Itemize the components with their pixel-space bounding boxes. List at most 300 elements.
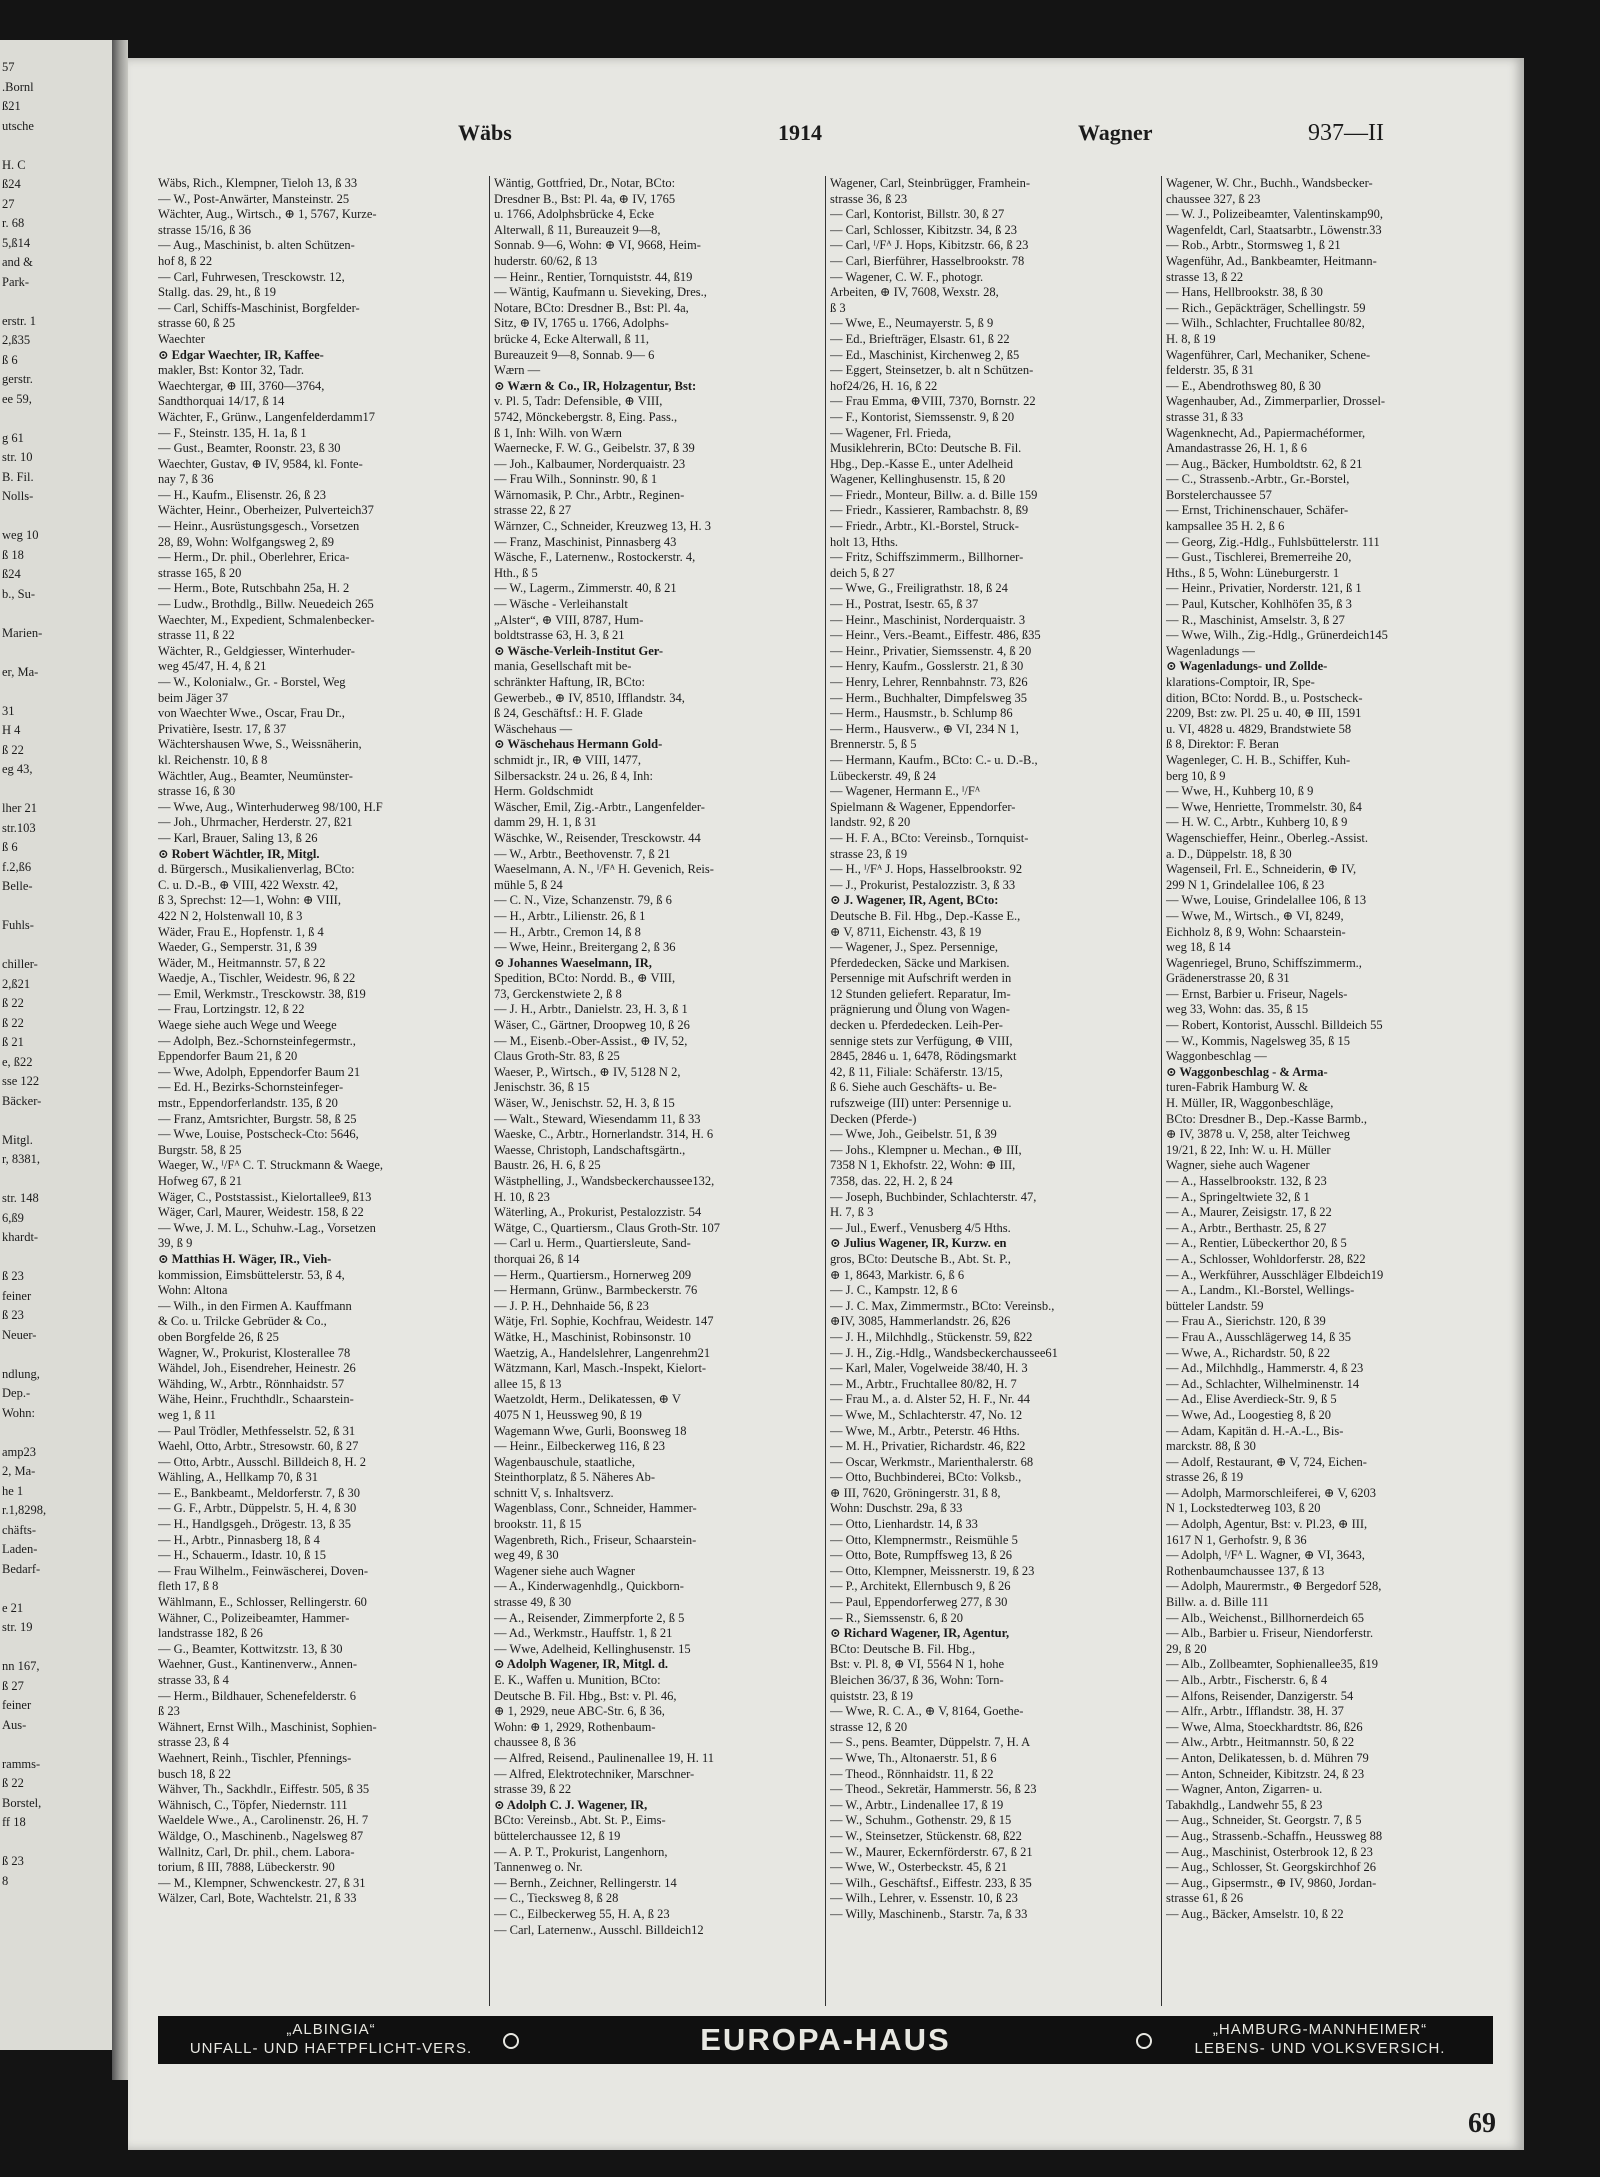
- directory-entry-line: — Wäsche - Verleihanstalt: [494, 597, 628, 612]
- directory-entry-line: — H., Kaufm., Elisenstr. 26, ß 23: [158, 487, 327, 502]
- directory-entry-line: — Alfons, Reisender, Danzigerstr. 54: [1166, 1688, 1354, 1703]
- previous-page-line: ß 22: [2, 1015, 24, 1030]
- directory-entry-line: — Ed., Briefträger, Elsastr. 61, ß 22: [830, 331, 1010, 346]
- directory-entry-line: Silbersackstr. 24 u. 26, ß 4, Inh:: [494, 768, 654, 783]
- directory-entry-line: Alterwall, ß 11, Bureauzeit 9—8,: [494, 222, 661, 237]
- previous-page-line: Bäcker-: [2, 1093, 42, 1108]
- directory-entry-line: — Theod., Rönnhaidstr. 11, ß 22: [830, 1766, 994, 1781]
- directory-entry-line: schränkter Haftung, IR, BCto:: [494, 675, 646, 689]
- directory-entry-line: mühle 5, ß 24: [494, 877, 563, 892]
- directory-entry-line: Billw. a. d. Bille 111: [1166, 1595, 1269, 1610]
- directory-entry-line: Wächter, R., Geldgiesser, Winterhuder-: [158, 643, 355, 658]
- previous-page-line: Wohn:: [2, 1405, 36, 1420]
- directory-entry-line: — A., Arbtr., Berthastr. 25, ß 27: [1166, 1220, 1327, 1235]
- directory-entry-line: — G. F., Arbtr., Düppelstr. 5, H. 4, ß 30: [158, 1501, 357, 1516]
- directory-entry-line: — Wwe, M., Wirtsch., ⊕ VI, 8249,: [1166, 908, 1344, 923]
- directory-entry-line: Lübeckerstr. 49, ß 24: [830, 768, 936, 783]
- directory-entry-line: Wätzmann, Karl, Masch.-Inspekt, Kielort-: [494, 1361, 707, 1376]
- previous-page-line: Fuhls-: [2, 918, 34, 932]
- directory-entry-line: — Herm., Dr. phil., Oberlehrer, Erica-: [158, 550, 350, 565]
- directory-entry-line: Sonnab. 9—6, Wohn: ⊕ VI, 9668, Heim-: [494, 238, 701, 253]
- directory-entry-line: Wäntig, Gottfried, Dr., Notar, BCto:: [494, 176, 676, 190]
- directory-entry-line: d. Bürgersch., Musikalienverlag, BCto:: [158, 862, 355, 877]
- directory-entry-line: — Wwe, Aug., Winterhuderweg 98/100, H.F: [158, 799, 383, 814]
- directory-entry-line: — Herm., Buchhalter, Dimpfelsweg 35: [830, 690, 1028, 705]
- directory-entry-line: — H., Arbtr., Pinnasberg 18, ß 4: [158, 1532, 320, 1547]
- directory-entry-line: — M., Eisenb.-Ober-Assist., ⊕ IV, 52,: [494, 1033, 688, 1048]
- directory-entry-line: — A., Maurer, Zeisigstr. 17, ß 22: [1166, 1205, 1332, 1220]
- directory-entry-line: — Frau A., Ausschlägerweg 14, ß 35: [1166, 1329, 1352, 1344]
- directory-entry-line: — J. P. H., Dehnhaide 56, ß 23: [494, 1298, 649, 1313]
- directory-entry-line: ⊙ Adolph C. J. Wagener, IR,: [494, 1797, 648, 1812]
- directory-entry-line: Wähding, W., Arbtr., Rönnhaidstr. 57: [158, 1376, 345, 1391]
- previous-page-line: chiller-: [2, 957, 38, 971]
- directory-entry-line: makler, Bst: Kontor 32, Tadr.: [158, 363, 304, 378]
- directory-entry-line: — Heinr., Maschinist, Norderquaistr. 3: [830, 612, 1026, 627]
- directory-entry-line: 42, ß 11, Filiale: Schäferstr. 13/15,: [830, 1064, 1003, 1079]
- previous-page-line: ß 22: [2, 742, 24, 757]
- directory-entry-line: — Ad., Elise Averdieck-Str. 9, ß 5: [1166, 1392, 1337, 1407]
- circle-ornament-icon: [1136, 2033, 1152, 2049]
- header-left-keyword: Wäbs: [458, 120, 512, 145]
- directory-entry-line: „Alster“, ⊕ VIII, 8787, Hum-: [494, 612, 644, 627]
- directory-entry-line: — Alw., Arbtr., Heitmannstr. 50, ß 22: [1166, 1735, 1355, 1750]
- directory-entry-line: — W. J., Polizeibeamter, Valentinskamp90,: [1166, 207, 1383, 222]
- directory-entry-line: strasse 22, ß 27: [494, 503, 572, 518]
- directory-entry-line: büttelerchaussee 12, ß 19: [494, 1828, 621, 1843]
- directory-entry-line: — Hermann, Grünw., Barmbeckerstr. 76: [494, 1283, 698, 1298]
- directory-entry-line: 1617 N 1, Gerhofstr. 9, ß 36: [1166, 1532, 1307, 1547]
- directory-entry-line: — W., Kommis, Nagelsweg 35, ß 15: [1166, 1033, 1351, 1048]
- advertisement-banner: [158, 2016, 1493, 2064]
- directory-entry-line: — Walt., Steward, Wiesendamm 11, ß 33: [494, 1111, 701, 1126]
- directory-entry-line: quiststr. 23, ß 19: [830, 1688, 913, 1703]
- directory-entry-line: strasse 49, ß 30: [494, 1595, 572, 1610]
- directory-entry-line: Wästphelling, J., Wandsbeckerchaussee132,: [494, 1174, 715, 1188]
- directory-entry-line: — Wwe, Wilh., Zig.-Hdlg., Grünerdeich145: [1166, 628, 1388, 643]
- directory-entry-line: — Herm., Hausverw., ⊕ VI, 234 N 1,: [830, 721, 1019, 736]
- previous-page-line: he 1: [2, 1483, 24, 1498]
- directory-entry-line: — Wwe, Heinr., Breitergang 2, ß 36: [494, 940, 676, 955]
- directory-entry-line: — Carl u. Herm., Quartiersleute, Sand-: [494, 1236, 691, 1251]
- directory-entry-line: 4075 N 1, Heussweg 90, ß 19: [494, 1407, 642, 1422]
- directory-entry-line: Dresdner B., Bst: Pl. 4a, ⊕ IV, 1765: [494, 191, 676, 206]
- directory-entry-line: — Joh., Kalbaumer, Norderquaistr. 23: [494, 456, 686, 471]
- directory-entry-line: — Anton, Schneider, Kibitzstr. 24, ß 23: [1166, 1766, 1365, 1781]
- directory-entry-line: chaussee 8, ß 36: [494, 1735, 576, 1750]
- previous-page-line: 2,ß35: [2, 333, 31, 347]
- directory-entry-line: Bleichen 36/37, ß 36, Wohn: Torn-: [830, 1673, 1004, 1687]
- directory-entry-line: H. 10, ß 23: [494, 1189, 550, 1204]
- directory-entry-line: — Robert, Kontorist, Ausschl. Billdeich 55: [1166, 1018, 1383, 1033]
- directory-entry-line: Waeldele Wwe., A., Carolinenstr. 26, H. 7: [158, 1813, 369, 1828]
- directory-entry-line: — Aug., Gipsermstr., ⊕ IV, 9860, Jordan-: [1166, 1875, 1377, 1890]
- directory-entry-line: — Franz, Amtsrichter, Burgstr. 58, ß 25: [158, 1111, 357, 1126]
- directory-entry-line: ⊙ Robert Wächtler, IR, Mitgl.: [158, 846, 320, 861]
- previous-page-line: erstr. 1: [2, 313, 37, 328]
- directory-entry-line: schnitt V, s. Inhaltsverz.: [494, 1485, 614, 1500]
- directory-entry-line: — Ernst, Trichinenschauer, Schäfer-: [1166, 503, 1349, 518]
- directory-entry-line: Eppendorfer Baum 21, ß 20: [158, 1049, 298, 1064]
- directory-entry-line: nay 7, ß 36: [158, 472, 214, 487]
- directory-entry-line: Brennerstr. 5, ß 5: [830, 737, 917, 752]
- directory-entry-line: Waernecke, F. W. G., Geibelstr. 37, ß 39: [494, 441, 695, 456]
- directory-entry-line: BCto: Dresdner B., Dep.-Kasse Barmb.,: [1166, 1111, 1368, 1126]
- directory-entry-line: N 1, Lockstedterweg 103, ß 20: [1166, 1501, 1321, 1516]
- directory-entry-line: — H., ᴵ/Fᴬ J. Hops, Hasselbrookstr. 92: [830, 862, 1023, 877]
- directory-entry-line: BCto: Deutsche B. Fil. Hbg.,: [830, 1641, 976, 1656]
- directory-entry-line: Waechter, Gustav, ⊕ IV, 9584, kl. Fonte-: [158, 456, 363, 471]
- previous-page-line: Borstel,: [2, 1795, 42, 1810]
- directory-entry-line: marckstr. 88, ß 30: [1166, 1439, 1256, 1454]
- previous-page-line: ramms-: [2, 1756, 41, 1771]
- directory-entry-line: Hofweg 67, ß 21: [158, 1174, 243, 1188]
- directory-entry-line: — Wagener, C. W. F., photogr.: [830, 269, 984, 284]
- directory-entry-line: — Frau Wilh., Sonninstr. 90, ß 1: [494, 472, 658, 487]
- banner-center-title: EUROPA-HAUS: [700, 2022, 951, 2057]
- directory-entry-line: — Ernst, Barbier u. Friseur, Nagels-: [1166, 986, 1348, 1001]
- previous-page-line: Marien-: [2, 625, 43, 640]
- directory-entry-line: — Otto, Klempnermstr., Reismühle 5: [830, 1532, 1018, 1547]
- directory-entry-line: — C., Strassenb.-Arbtr., Gr.-Borstel,: [1166, 472, 1350, 487]
- previous-page-line: and &: [2, 255, 33, 269]
- previous-page-line: nn 167,: [2, 1659, 40, 1673]
- directory-entry-line: Wagenriegel, Bruno, Schiffszimmerm.,: [1166, 955, 1362, 970]
- directory-entry-line: ß 23: [158, 1704, 180, 1719]
- previous-page-line: ß24: [2, 177, 21, 191]
- directory-entry-line: — Carl, Bierführer, Hasselbrookstr. 78: [830, 253, 1025, 268]
- directory-entry-line: Wagener, Kellinghusenstr. 15, ß 20: [830, 472, 1006, 487]
- directory-entry-line: Waeser, P., Wirtsch., ⊕ IV, 5128 N 2,: [494, 1064, 681, 1079]
- previous-page-line: H 4: [2, 723, 21, 737]
- directory-entry-line: bütteler Landstr. 59: [1166, 1298, 1264, 1313]
- directory-entry-line: — Aug., Strassenb.-Schaffn., Heussweg 88: [1166, 1828, 1383, 1843]
- directory-entry-line: Decken (Pferde-): [830, 1111, 917, 1126]
- directory-entry-line: — E., Bankbeamt., Meldorferstr. 7, ß 30: [158, 1485, 361, 1500]
- directory-entry-line: Burgstr. 58, ß 25: [158, 1142, 242, 1157]
- directory-entry-line: — M. H., Privatier, Richardstr. 46, ß22: [830, 1439, 1026, 1454]
- directory-entry-line: 422 N 2, Holstenwall 10, ß 3: [158, 908, 303, 923]
- directory-entry-line: u. VI, 4828 u. 4829, Brandstwiete 58: [1166, 721, 1352, 736]
- directory-entry-line: 7358 N 1, Ekhofstr. 22, Wohn: ⊕ III,: [830, 1158, 1016, 1173]
- directory-entry-line: Wagenführer, Carl, Mechaniker, Schene-: [1166, 347, 1371, 362]
- directory-entry-line: Wähling, A., Hellkamp 70, ß 31: [158, 1470, 319, 1485]
- previous-page-line: Nolls-: [2, 489, 34, 503]
- directory-entry-line: Eichholz 8, ß 9, Wohn: Schaarstein-: [1166, 924, 1346, 939]
- directory-entry-line: Wähner, C., Polizeibeamter, Hammer-: [158, 1610, 350, 1625]
- directory-entry-line: — Alb., Barbier u. Friseur, Niendorferstr.: [1166, 1626, 1374, 1641]
- directory-entry-line: allee 15, ß 13: [494, 1376, 562, 1391]
- directory-entry-line: — Emil, Werkmstr., Tresckowstr. 38, ß19: [158, 986, 366, 1001]
- directory-entry-line: strasse 36, ß 23: [830, 191, 908, 206]
- directory-entry-line: — Wwe, Adolph, Eppendorfer Baum 21: [158, 1064, 361, 1079]
- directory-entry-line: — Carl, Laternenw., Ausschl. Billdeich12: [494, 1922, 704, 1937]
- directory-entry-line: — Aug., Bäcker, Amselstr. 10, ß 22: [1166, 1906, 1344, 1921]
- directory-entry-line: weg 33, Wohn: das. 35, ß 15: [1166, 1002, 1309, 1017]
- directory-entry-line: Wagenseil, Frl. E., Schneiderin, ⊕ IV,: [1166, 862, 1357, 877]
- directory-entry-line: — Carl, Schlosser, Kibitzstr. 34, ß 23: [830, 222, 1017, 237]
- directory-entry-line: — Ad., Werkmstr., Hauffstr. 1, ß 21: [494, 1626, 673, 1641]
- directory-entry-line: Sitz, ⊕ IV, 1765 u. 1766, Adolphs-: [494, 316, 669, 331]
- directory-entry-line: Wagenblass, Conr., Schneider, Hammer-: [494, 1501, 697, 1516]
- directory-entry-line: H. 7, ß 3: [830, 1205, 874, 1220]
- directory-entry-line: — A. P. T., Prokurist, Langenhorn,: [494, 1844, 668, 1859]
- previous-page-line: 57: [2, 60, 15, 74]
- directory-entry-line: 2845, 2846 u. 1, 6478, Rödingsmarkt: [830, 1049, 1017, 1064]
- directory-entry-line: 28, ß9, Wohn: Wolfgangsweg 2, ß9: [158, 534, 334, 549]
- directory-entry-line: — M., Arbtr., Fruchtallee 80/82, H. 7: [830, 1376, 1017, 1391]
- directory-entry-line: ⊕ V, 8711, Eichenstr. 43, ß 19: [830, 924, 982, 939]
- previous-page-line: ß 23: [2, 1854, 24, 1868]
- directory-entry-line: Waeselmann, A. N., ᴵ/Fᴬ H. Gevenich, Reis-: [494, 862, 714, 877]
- directory-entry-line: turen-Fabrik Hamburg W. &: [1166, 1080, 1309, 1095]
- directory-entry-line: — Otto, Bote, Rumpffsweg 13, ß 26: [830, 1548, 1013, 1563]
- directory-entry-line: Waechtergar, ⊕ III, 3760—3764,: [158, 378, 325, 393]
- directory-entry-line: ⊙ Edgar Waechter, IR, Kaffee-: [158, 347, 324, 362]
- directory-entry-line: kommission, Eimsbüttelerstr. 53, ß 4,: [158, 1267, 345, 1282]
- directory-entry-line: mania, Gesellschaft mit be-: [494, 659, 632, 674]
- directory-entry-line: Wohn: ⊕ 1, 2929, Rothenbaum-: [494, 1719, 656, 1734]
- previous-page-line: 6,ß9: [2, 1210, 24, 1225]
- directory-entry-line: — Herm., Bote, Rutschbahn 25a, H. 2: [158, 581, 350, 596]
- directory-entry-line: — Paul Trödler, Methfesselstr. 52, ß 31: [158, 1423, 356, 1438]
- directory-entry-line: — Paul, Eppendorferweg 277, ß 30: [830, 1595, 1008, 1610]
- directory-entry-line: Wäder, Frau E., Hopfenstr. 1, ß 4: [158, 924, 324, 939]
- directory-entry-line: Baustr. 26, H. 6, ß 25: [494, 1158, 601, 1173]
- directory-entry-line: — Friedr., Monteur, Billw. a. d. Bille 159: [830, 487, 1038, 502]
- column-2: [494, 176, 819, 2036]
- directory-entry-line: Hbg., Dep.-Kasse E., unter Adelheid: [830, 456, 1013, 471]
- column-divider: [825, 176, 826, 2006]
- directory-entry-line: weg 18, ß 14: [1166, 940, 1231, 955]
- directory-entry-line: Waehner, Gust., Kantinenverw., Annen-: [158, 1657, 358, 1672]
- directory-entry-line: — Frau Wilhelm., Feinwäscherei, Doven-: [158, 1563, 368, 1578]
- directory-entry-line: — Wwe, Alma, Stoeckhardtstr. 86, ß26: [1166, 1719, 1363, 1734]
- previous-page-line: 27: [2, 196, 15, 211]
- page-header: [128, 120, 1524, 154]
- directory-entry-line: — J., Prokurist, Pestalozzistr. 3, ß 33: [830, 877, 1016, 892]
- header-year: 1914: [778, 120, 822, 145]
- directory-entry-line: — Alb., Arbtr., Fischerstr. 6, ß 4: [1166, 1673, 1328, 1687]
- previous-page-line: sse 122: [2, 1074, 40, 1088]
- directory-entry-line: — Bernh., Zeichner, Rellingerstr. 14: [494, 1875, 677, 1890]
- directory-entry-line: Wächter, Aug., Wirtsch., ⊕ 1, 5767, Kurze-: [158, 207, 377, 222]
- directory-entry-line: — A., Rentier, Lübeckerthor 20, ß 5: [1166, 1236, 1347, 1251]
- directory-entry-line: Wagenschieffer, Heinr., Oberleg.-Assist.: [1166, 830, 1369, 845]
- directory-entry-line: — Gust., Beamter, Roonstr. 23, ß 30: [158, 441, 341, 456]
- previous-page-line: H. C: [2, 157, 26, 172]
- directory-entry-line: — Rich., Gepäckträger, Schellingstr. 59: [1166, 300, 1366, 315]
- directory-entry-line: — Heinr., Eilbeckerweg 116, ß 23: [494, 1439, 666, 1454]
- directory-entry-line: — Hermann, Kaufm., BCto: C.- u. D.-B.,: [830, 752, 1038, 767]
- book-gutter: [112, 40, 128, 2080]
- directory-entry-line: — Willy, Maschinenb., Starstr. 7a, ß 33: [830, 1906, 1028, 1921]
- directory-entry-line: Waeske, C., Arbtr., Hornerlandstr. 314, H. 6: [494, 1127, 714, 1142]
- directory-entry-line: weg 49, ß 30: [494, 1548, 559, 1563]
- banner-right: [1155, 2020, 1485, 2058]
- directory-entry-line: — A., Schlosser, Wohldorferstr. 28, ß22: [1166, 1251, 1366, 1266]
- directory-entry-line: Wallnitz, Carl, Dr. phil., chem. Labora-: [158, 1844, 355, 1859]
- column-3: [830, 176, 1155, 2036]
- banner-right-title: „HAMBURG-MANNHEIMER“: [1212, 2021, 1428, 2038]
- directory-entry-line: huderstr. 60/62, ß 13: [494, 253, 598, 268]
- directory-entry-line: Wagenhauber, Ad., Zimmerparlier, Drossel-: [1166, 394, 1386, 409]
- directory-entry-line: — Anton, Delikatessen, b. d. Mühren 79: [1166, 1750, 1369, 1765]
- directory-entry-line: — Paul, Kutscher, Kohlhöfen 35, ß 3: [1166, 597, 1352, 612]
- directory-entry-line: Wächter, F., Grünw., Langenfelderdamm17: [158, 409, 376, 424]
- directory-entry-line: 19/21, ß 22, Inh: W. u. H. Müller: [1166, 1142, 1331, 1157]
- directory-entry-line: hof24/26, H. 16, ß 22: [830, 378, 938, 393]
- directory-entry-line: 12 Stunden geliefert. Reparatur, Im-: [830, 986, 1011, 1001]
- directory-entry-line: Waechter, M., Expedient, Schmalenbecker-: [158, 612, 375, 627]
- previous-page-line: str. 148: [2, 1191, 39, 1205]
- directory-entry-line: — Herm., Hausmstr., b. Schlump 86: [830, 706, 1013, 721]
- directory-entry-line: — Wagner, Anton, Zigarren- u.: [1166, 1782, 1323, 1797]
- previous-page-line: feiner: [2, 1288, 32, 1303]
- directory-entry-line: — Johs., Klempner u. Mechan., ⊕ III,: [830, 1142, 1022, 1157]
- column-4: [1166, 176, 1491, 2036]
- directory-entry-line: — Joh., Uhrmacher, Herderstr. 27, ß21: [158, 815, 353, 830]
- directory-entry-line: strasse 39, ß 22: [494, 1782, 572, 1797]
- directory-entry-line: Wäschehaus —: [494, 721, 573, 736]
- directory-entry-line: — Herm., Bildhauer, Schenefelderstr. 6: [158, 1688, 357, 1703]
- banner-right-subtitle: LEBENS- UND VOLKSVERSICH.: [1194, 2040, 1446, 2057]
- column-divider: [1161, 176, 1162, 2006]
- directory-entry-line: — J. C., Kampstr. 12, ß 6: [830, 1283, 958, 1298]
- directory-entry-line: — Karl, Maler, Vogelweide 38/40, H. 3: [830, 1361, 1028, 1376]
- directory-entry-line: strasse 26, ß 19: [1166, 1470, 1244, 1485]
- directory-entry-line: — W., Arbtr., Lindenallee 17, ß 19: [830, 1797, 1004, 1812]
- directory-entry-line: rufszweige (III) unter: Persennige u.: [830, 1096, 1012, 1111]
- directory-entry-line: — H. F. A., BCto: Vereinsb., Tornquist-: [830, 830, 1029, 845]
- directory-entry-line: — Wwe, A., Richardstr. 50, ß 22: [1166, 1345, 1330, 1360]
- directory-entry-line: Wagenknecht, Ad., Papiermachéformer,: [1166, 425, 1366, 440]
- directory-entry-line: — Carl, Kontorist, Billstr. 30, ß 27: [830, 207, 1005, 222]
- previous-page-line: er, Ma-: [2, 664, 39, 679]
- directory-entry-line: H. 8, ß 19: [1166, 331, 1216, 346]
- previous-page-line: ee 59,: [2, 391, 32, 406]
- directory-entry-line: von Waechter Wwe., Oscar, Frau Dr.,: [158, 706, 345, 721]
- directory-entry-line: — Wwe, Louise, Postscheck-Cto: 5646,: [158, 1127, 359, 1142]
- directory-entry-line: ⊕ III, 7620, Gröningerstr. 31, ß 8,: [830, 1485, 1001, 1500]
- directory-entry-line: — H., Handlgsgeh., Drögestr. 13, ß 35: [158, 1517, 352, 1532]
- previous-page-line: amp23: [2, 1444, 37, 1459]
- previous-page-line: r, 8381,: [2, 1152, 41, 1166]
- directory-entry-line: — Ad., Schlachter, Wilhelminenstr. 14: [1166, 1376, 1360, 1391]
- previous-page-line: b., Su-: [2, 586, 35, 601]
- directory-entry-line: ⊙ Matthias H. Wäger, IR., Vieh-: [158, 1251, 332, 1266]
- directory-entry-line: Herm. Goldschmidt: [494, 784, 594, 799]
- directory-entry-line: — Georg, Zig.-Hdlg., Fuhlsbüttelerstr. 111: [1166, 534, 1380, 549]
- directory-entry-line: — Frau, Lortzingstr. 12, ß 22: [158, 1002, 305, 1017]
- previous-page-line: feiner: [2, 1698, 32, 1712]
- header-page-number: 937—II: [1308, 120, 1384, 146]
- directory-entry-line: u. 1766, Adolphsbrücke 4, Ecke: [494, 207, 655, 222]
- previous-page-line: Aus-: [2, 1717, 27, 1732]
- directory-entry-line: ⊙ Johannes Waeselmann, IR,: [494, 955, 652, 970]
- directory-entry-line: Gewerbeb., ⊕ IV, 8510, Ifflandstr. 34,: [494, 690, 685, 705]
- directory-entry-line: — A., Hasselbrookstr. 132, ß 23: [1166, 1174, 1327, 1188]
- previous-page-line: Neuer-: [2, 1327, 37, 1342]
- directory-entry-line: brookstr. 11, ß 15: [494, 1517, 582, 1532]
- directory-entry-line: — A., Landm., Kl.-Borstel, Wellings-: [1166, 1283, 1355, 1298]
- directory-entry-line: — Gust., Tischlerei, Bremerreihe 20,: [1166, 550, 1352, 565]
- directory-entry-line: Steinthorplatz, ß 5. Näheres Ab-: [494, 1470, 656, 1485]
- previous-page-line: ß 27: [2, 1678, 24, 1693]
- directory-entry-line: — Friedr., Kassierer, Rambachstr. 8, ß9: [830, 503, 1029, 518]
- directory-entry-line: v. Pl. 5, Tadr: Defensible, ⊕ VIII,: [494, 394, 663, 409]
- directory-entry-line: Waggonbeschlag —: [1166, 1049, 1267, 1064]
- directory-entry-line: — Frau A., Sierichstr. 120, ß 39: [1166, 1314, 1326, 1329]
- header-right-keyword: Wagner: [1078, 120, 1153, 145]
- directory-entry-line: 2209, Bst: zw. Pl. 25 u. 40, ⊕ III, 1591: [1166, 706, 1362, 721]
- directory-entry-line: dition, BCto: Nordd. B., u. Postscheck-: [1166, 690, 1363, 705]
- directory-entry-line: — Alfred, Reisend., Paulinenallee 19, H. 11: [494, 1750, 714, 1765]
- directory-entry-line: beim Jäger 37: [158, 690, 229, 705]
- directory-entry-line: — Carl, Fuhrwesen, Tresckowstr. 12,: [158, 269, 345, 284]
- previous-page-line: 8: [2, 1873, 9, 1888]
- directory-entry-line: ⊙ J. Wagener, IR, Agent, BCto:: [830, 893, 999, 908]
- directory-entry-line: — Wäntig, Kaufmann u. Sieveking, Dres.,: [494, 285, 707, 300]
- directory-entry-line: Wähver, Th., Sackhdlr., Eiffestr. 505, ß 35: [158, 1782, 370, 1797]
- directory-entry-line: — Otto, Klempner, Meissnerstr. 19, ß 23: [830, 1563, 1035, 1578]
- directory-entry-line: — C., Eilbeckerweg 55, H. A, ß 23: [494, 1906, 670, 1921]
- directory-entry-line: — Henry, Lehrer, Rennbahnstr. 73, ß26: [830, 675, 1028, 689]
- directory-entry-line: Waedje, A., Tischler, Weidestr. 96, ß 22: [158, 971, 356, 986]
- directory-entry-line: — Otto, Buchbinderei, BCto: Volksb.,: [830, 1470, 1022, 1485]
- directory-entry-line: Musiklehrerin, BCto: Deutsche B. Fil.: [830, 441, 1022, 456]
- directory-entry-line: Wäscher, Emil, Zig.-Arbtr., Langenfelder-: [494, 799, 705, 814]
- directory-entry-line: damm 29, H. 1, ß 31: [494, 815, 597, 830]
- directory-entry-line: — Alfred, Elektrotechniker, Marschner-: [494, 1766, 695, 1781]
- directory-entry-line: — C., Tiecksweg 8, ß 28: [494, 1891, 619, 1906]
- directory-entry-line: Sandthorquai 14/17, ß 14: [158, 394, 285, 409]
- directory-entry-line: ⊕ 1, 2929, neue ABC-Str. 6, ß 36,: [494, 1704, 665, 1719]
- directory-entry-line: ⊙ Waggonbeschlag - & Arma-: [1166, 1064, 1328, 1079]
- directory-entry-line: Wagenfeldt, Carl, Staatsarbtr., Löwenstr.33: [1166, 222, 1382, 237]
- previous-page-edge: [0, 40, 112, 2050]
- directory-entry-line: strasse 15/16, ß 36: [158, 222, 252, 237]
- previous-page-line: Belle-: [2, 879, 33, 893]
- previous-page-line: ß24: [2, 567, 21, 581]
- directory-entry-line: strasse 13, ß 22: [1166, 269, 1244, 284]
- directory-entry-line: — Jul., Ewerf., Venusberg 4/5 Hths.: [830, 1220, 1011, 1235]
- directory-entry-line: — Ed. H., Bezirks-Schornsteinfeger-: [158, 1080, 344, 1095]
- directory-entry-line: — Eggert, Steinsetzer, b. alt n Schützen-: [830, 363, 1034, 378]
- directory-entry-line: Deutsche B. Fil. Hbg., Bst: v. Pl. 46,: [494, 1688, 677, 1703]
- directory-entry-line: — Adolph, Maurermstr., ⊕ Bergedorf 528,: [1166, 1579, 1382, 1594]
- directory-entry-line: — Wwe, Th., Altonaerstr. 51, ß 6: [830, 1750, 997, 1765]
- directory-entry-line: — Adolph, Agentur, Bst: v. Pl.23, ⊕ III,: [1166, 1517, 1368, 1532]
- directory-entry-line: ⊙ Wærn & Co., IR, Holzagentur, Bst:: [494, 378, 697, 393]
- directory-entry-line: — F., Kontorist, Siemssenstr. 9, ß 20: [830, 409, 1015, 424]
- previous-page-line: 5,ß14: [2, 235, 31, 250]
- directory-entry-line: — Wilh., Geschäftsf., Eiffestr. 233, ß 35: [830, 1875, 1032, 1890]
- directory-entry-line: Waege siehe auch Wege und Weege: [158, 1018, 337, 1033]
- directory-entry-line: kl. Reichenstr. 10, ß 8: [158, 752, 268, 767]
- directory-entry-line: E. K., Waffen u. Munition, BCto:: [494, 1673, 661, 1687]
- directory-entry-line: gros, BCto: Deutsche B., Abt. St. P.,: [830, 1251, 1011, 1266]
- directory-entry-line: — Oscar, Werkmstr., Marienthalerstr. 68: [830, 1454, 1034, 1469]
- directory-entry-line: — H., Arbtr., Lilienstr. 26, ß 1: [494, 908, 646, 923]
- directory-entry-line: Waehnert, Reinh., Tischler, Pfennings-: [158, 1750, 352, 1765]
- previous-page-line: Dep.-: [2, 1386, 31, 1400]
- directory-entry-line: Hth., ß 5: [494, 565, 538, 580]
- directory-entry-line: busch 18, ß 22: [158, 1766, 231, 1781]
- previous-page-line: ß 6: [2, 840, 18, 854]
- directory-entry-line: — R., Siemssenstr. 6, ß 20: [830, 1610, 963, 1625]
- directory-entry-line: Tannenweg o. Nr.: [494, 1860, 583, 1875]
